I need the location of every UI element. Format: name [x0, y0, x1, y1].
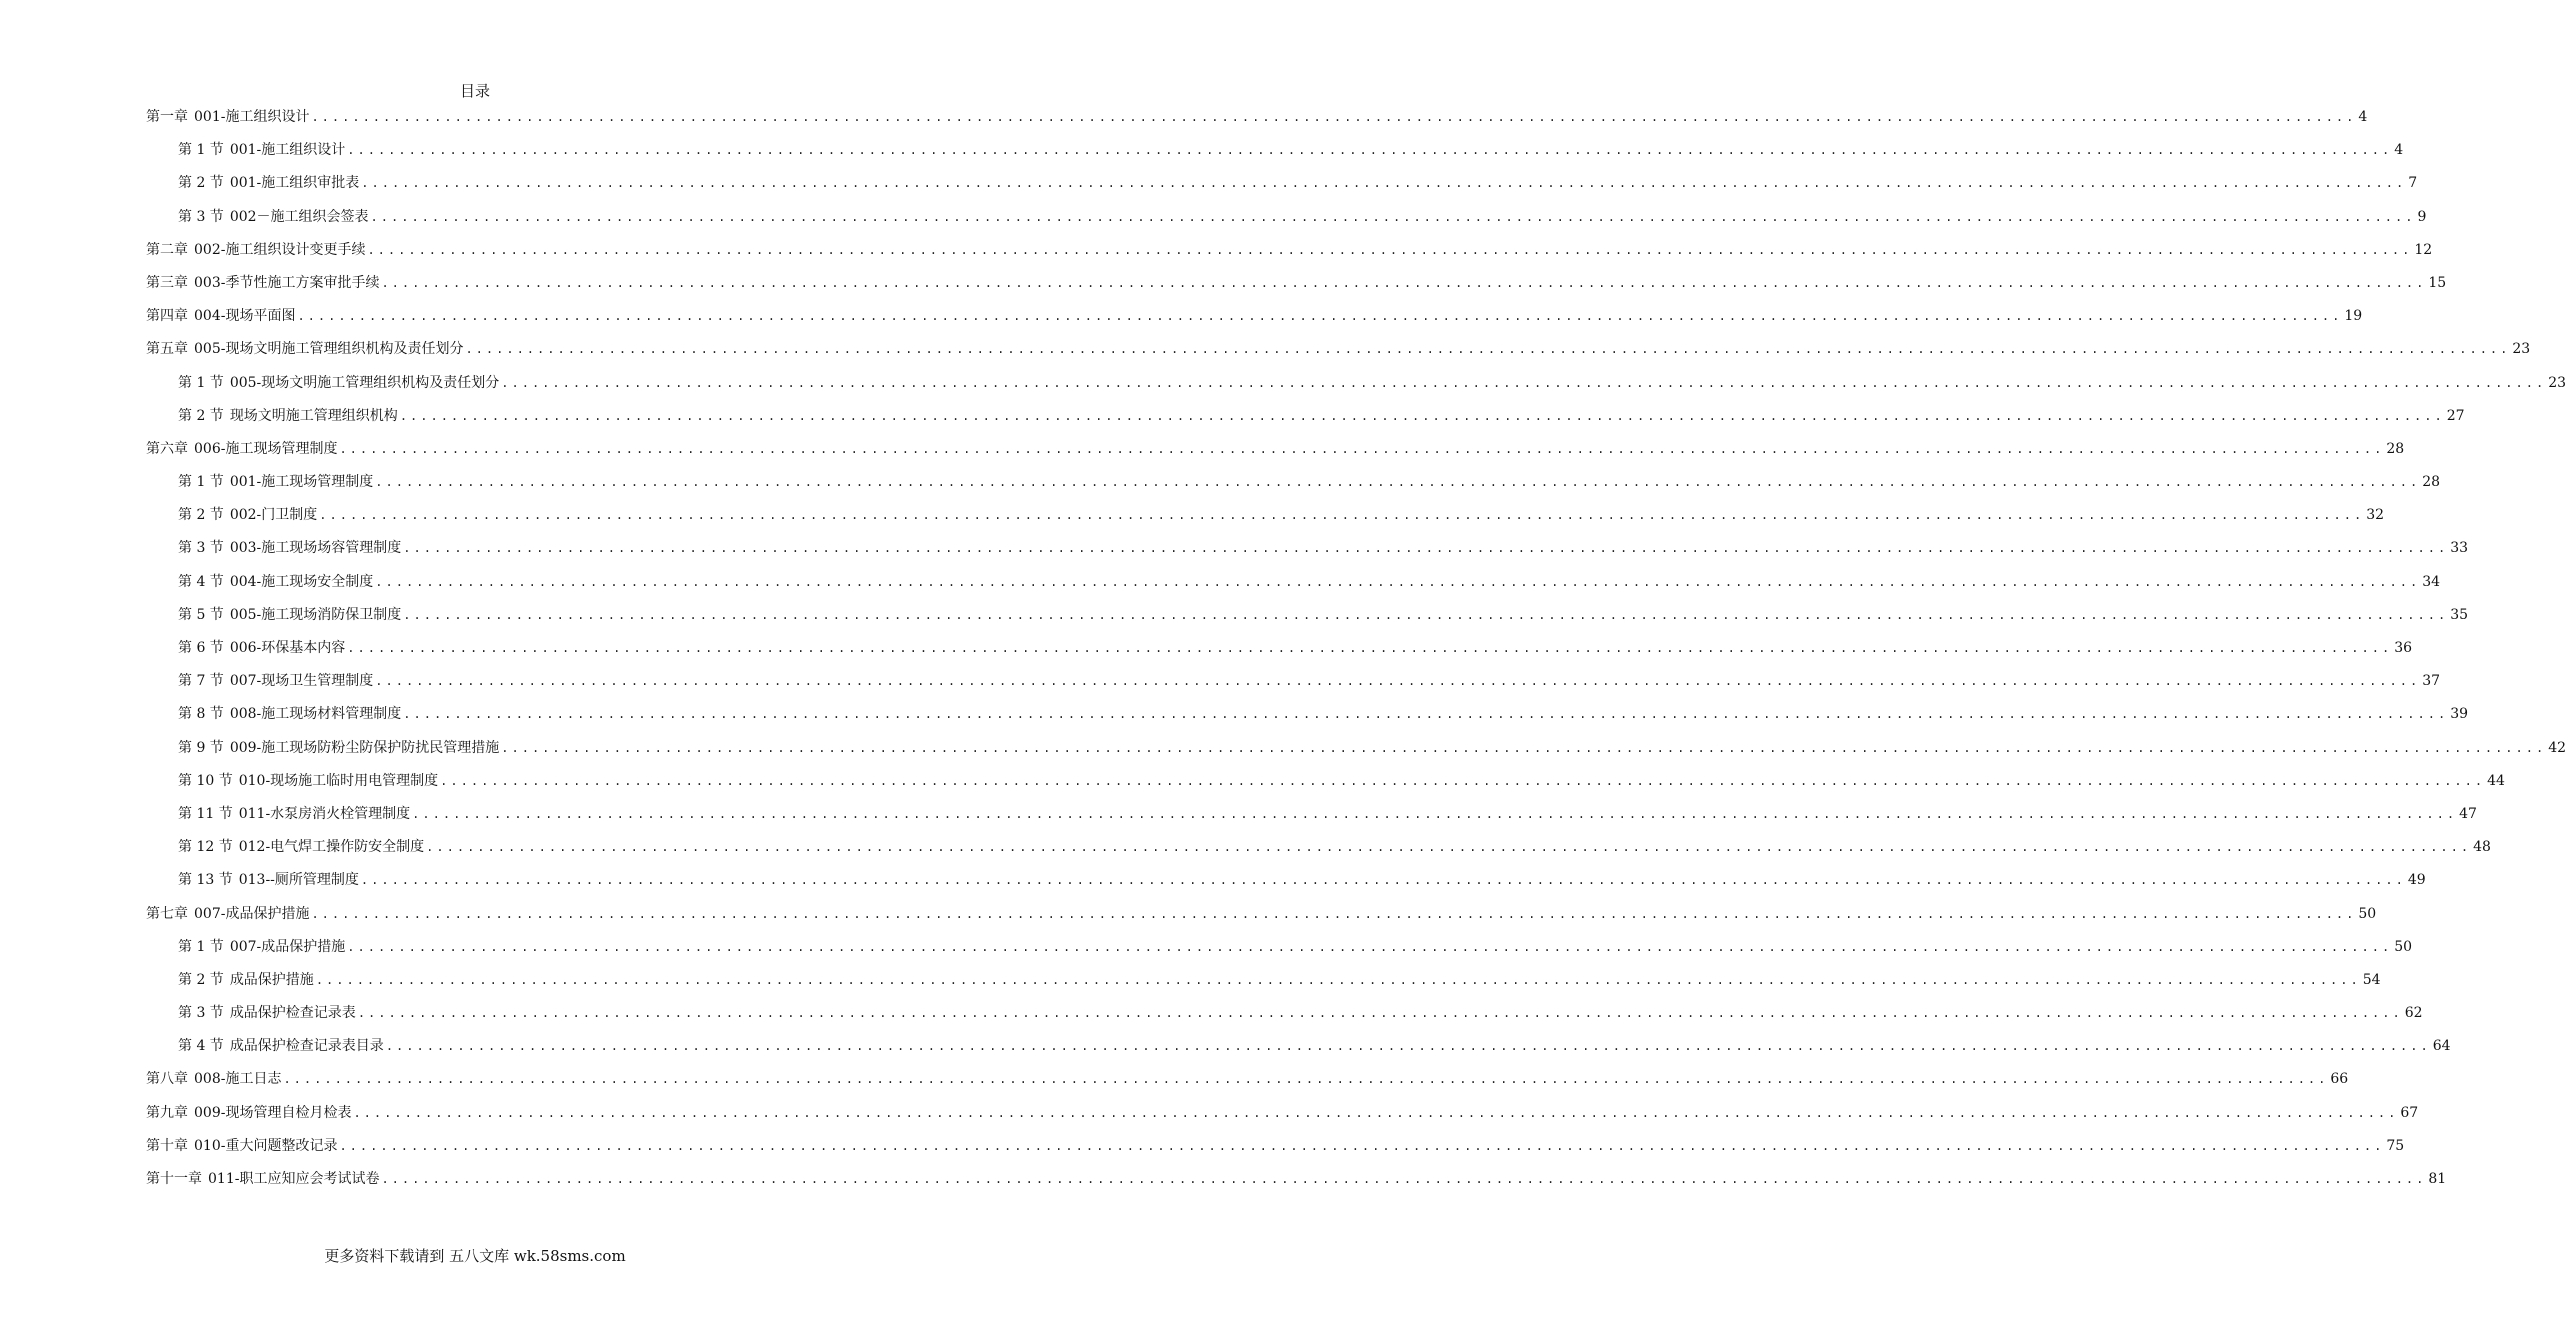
toc-page-number: 4 — [2358, 109, 2368, 125]
toc-entry-title: 006-施工现场管理制度 — [194, 440, 338, 457]
toc-dot-leader: ........................................................................................................................................................................................................ — [361, 176, 2407, 191]
toc-entry-title: 007-现场卫生管理制度 — [229, 673, 374, 690]
toc-entry-title: 010-现场施工临时用电管理制度 — [238, 772, 439, 789]
toc-entry-number: 第 1 节 — [178, 142, 224, 159]
toc-entry-number: 第五章 — [146, 341, 188, 358]
toc-dot-leader: ........................................................................................................................................................................................................ — [399, 408, 2445, 423]
toc-dot-leader: ........................................................................................................................................................................................................ — [315, 972, 2361, 987]
toc-section-entry[interactable] — [146, 504, 2385, 537]
toc-dot-leader: ........................................................................................................................................................................................................ — [403, 541, 2449, 556]
toc-entry-title: 008-施工日志 — [194, 1071, 282, 1088]
toc-dot-leader: ........................................................................................................................................................................................................ — [339, 1138, 2385, 1153]
toc-page-number: 23 — [2512, 341, 2531, 358]
toc-dot-leader: ........................................................................................................................................................................................................ — [375, 574, 2421, 589]
toc-dot-leader: ........................................................................................................................................................................................................ — [501, 375, 2547, 390]
toc-entry-title: 011-水泵房消火栓管理制度 — [238, 805, 411, 822]
toc-section-entry[interactable] — [146, 139, 2404, 172]
toc-chapter-entry[interactable] — [146, 272, 2447, 305]
toc-section-entry[interactable] — [146, 537, 2469, 570]
toc-entry-number: 第 13 节 — [178, 872, 233, 889]
toc-entry-title: 002－施工组织会签表 — [229, 208, 369, 225]
toc-entry-number: 第十章 — [146, 1137, 188, 1154]
toc-entry-number: 第 11 节 — [178, 805, 233, 822]
toc-entry-title: 001-施工组织设计 — [229, 142, 346, 159]
toc-dot-leader: ........................................................................................................................................................................................................ — [385, 1039, 2431, 1054]
toc-entry-number: 第六章 — [146, 440, 188, 457]
toc-page-number: 54 — [2362, 971, 2381, 988]
toc-page-number: 28 — [2386, 440, 2405, 457]
toc-dot-leader: ........................................................................................................................................................................................................ — [353, 1105, 2399, 1120]
toc-dot-leader: ........................................................................................................................................................................................................ — [375, 674, 2421, 689]
toc-dot-leader: ........................................................................................................................................................................................................ — [465, 342, 2511, 357]
toc-section-entry[interactable] — [146, 471, 2441, 504]
toc-dot-leader: ........................................................................................................................................................................................................ — [319, 508, 2365, 523]
toc-dot-leader: ........................................................................................................................................................................................................ — [440, 773, 2486, 788]
toc-entry-title: 003-季节性施工方案审批手续 — [194, 274, 380, 291]
toc-page-number: 15 — [2428, 274, 2447, 291]
toc-section-entry[interactable] — [146, 1002, 2423, 1035]
toc-section-entry[interactable] — [146, 372, 2566, 405]
toc-dot-leader: ........................................................................................................................................................................................................ — [370, 209, 2416, 224]
toc-entry-title: 002-施工组织设计变更手续 — [194, 241, 366, 258]
toc-chapter-entry[interactable] — [146, 239, 2433, 272]
toc-entry-title: 001-施工组织审批表 — [229, 175, 360, 192]
toc-dot-leader: ........................................................................................................................................................................................................ — [347, 143, 2393, 158]
toc-chapter-entry[interactable] — [146, 903, 2377, 936]
toc-entry-number: 第 3 节 — [178, 1005, 224, 1022]
toc-section-entry[interactable] — [146, 869, 2426, 902]
toc-entry-title: 001-施工组织设计 — [194, 109, 310, 125]
toc-page-number: 37 — [2422, 673, 2441, 690]
toc-chapter-entry[interactable] — [146, 1068, 2349, 1101]
toc-section-entry[interactable] — [146, 604, 2469, 637]
toc-chapter-entry[interactable] — [146, 305, 2363, 338]
toc-entry-title: 005-现场文明施工管理组织机构及责任划分 — [229, 374, 500, 391]
toc-entry-number: 第 8 节 — [178, 706, 224, 723]
toc-section-entry[interactable] — [146, 670, 2441, 703]
toc-dot-leader: ........................................................................................................................................................................................................ — [367, 242, 2413, 257]
toc-entry-number: 第 1 节 — [178, 474, 224, 491]
toc-page-number: 47 — [2459, 805, 2477, 822]
toc-entry-title: 008-施工现场材料管理制度 — [229, 706, 402, 723]
toc-entry-number: 第 12 节 — [178, 839, 233, 856]
toc-entry-number: 第 2 节 — [178, 407, 224, 424]
toc-section-entry[interactable] — [146, 836, 2491, 869]
toc-section-entry[interactable] — [146, 770, 2505, 803]
toc-entry-number: 第 6 节 — [178, 640, 224, 656]
toc-section-entry[interactable] — [146, 737, 2566, 770]
toc-dot-leader: ........................................................................................................................................................................................................ — [347, 641, 2393, 655]
toc-dot-leader: ........................................................................................................................................................................................................ — [426, 840, 2472, 855]
toc-page-number: 44 — [2487, 772, 2505, 789]
toc-chapter-entry[interactable] — [146, 1168, 2447, 1201]
toc-page-number: 64 — [2432, 1038, 2451, 1055]
toc-page-number: 36 — [2394, 640, 2413, 656]
toc-section-entry[interactable] — [146, 206, 2427, 239]
toc-page-number: 33 — [2450, 540, 2469, 557]
toc-entry-number: 第 3 节 — [178, 208, 224, 225]
toc-page-number: 27 — [2446, 407, 2465, 424]
toc-entry-title: 004-现场平面图 — [194, 308, 296, 325]
toc-page-number: 62 — [2404, 1005, 2423, 1022]
toc-page-number: 32 — [2366, 507, 2385, 524]
toc-chapter-entry[interactable] — [146, 1102, 2419, 1135]
toc-entry-number: 第 4 节 — [178, 573, 224, 590]
toc-entry-title: 009-现场管理自检月检表 — [194, 1104, 352, 1121]
toc-page-number: 9 — [2417, 208, 2427, 225]
toc-page-number: 81 — [2428, 1171, 2447, 1187]
toc-entry-number: 第 2 节 — [178, 175, 224, 192]
toc-entry-title: 010-重大问题整改记录 — [194, 1137, 338, 1154]
toc-dot-leader: ........................................................................................................................................................................................................ — [339, 441, 2385, 456]
toc-entry-number: 第 4 节 — [178, 1038, 224, 1055]
toc-entry-title: 012-电气焊工操作防安全制度 — [238, 839, 425, 856]
toc-chapter-entry[interactable] — [146, 338, 2531, 371]
footer-text: 更多资料下载请到 五八文库 wk.58sms.com — [324, 1247, 626, 1265]
toc-entry-number: 第 2 节 — [178, 507, 224, 524]
toc-section-entry[interactable] — [146, 637, 2413, 670]
toc-page-number: 49 — [2407, 872, 2426, 889]
toc-page-number: 4 — [2394, 142, 2404, 159]
toc-entry-title: 成品保护检查记录表 — [229, 1005, 356, 1022]
toc-dot-leader: ........................................................................................................................................................................................................ — [381, 1172, 2427, 1186]
toc-page-number: 39 — [2450, 706, 2469, 723]
toc-page-number: 12 — [2414, 241, 2433, 258]
toc-section-entry[interactable] — [146, 571, 2441, 604]
toc-entry-number: 第三章 — [146, 274, 188, 291]
toc-entry-title: 003-施工现场场容管理制度 — [229, 540, 402, 557]
toc-dot-leader: ........................................................................................................................................................................................................ — [403, 707, 2449, 722]
toc-section-entry[interactable] — [146, 703, 2469, 736]
toc-entry-number: 第二章 — [146, 241, 188, 258]
toc-chapter-entry[interactable] — [146, 438, 2405, 471]
toc-entry-title: 成品保护检查记录表目录 — [229, 1038, 384, 1055]
toc-dot-leader: ........................................................................................................................................................................................................ — [403, 607, 2449, 622]
toc-section-entry[interactable] — [146, 1035, 2451, 1068]
toc-entry-number: 第 9 节 — [178, 739, 224, 756]
toc-page-number: 67 — [2400, 1104, 2419, 1121]
toc-page-number: 66 — [2330, 1071, 2349, 1088]
toc-dot-leader: ........................................................................................................................................................................................................ — [381, 275, 2427, 290]
toc-entry-title: 001-施工现场管理制度 — [229, 474, 374, 491]
toc-entry-title: 007-成品保护措施 — [194, 905, 310, 922]
toc-chapter-entry[interactable] — [146, 106, 2368, 139]
toc-entry-title: 002-门卫制度 — [229, 507, 318, 524]
toc-entry-title: 009-施工现场防粉尘防保护防扰民管理措施 — [229, 739, 500, 756]
toc-entry-title: 004-施工现场安全制度 — [229, 573, 374, 590]
toc-page-number: 50 — [2358, 905, 2377, 922]
toc-dot-leader: ........................................................................................................................................................................................................ — [283, 1072, 2329, 1087]
toc-entry-title: 成品保护措施 — [229, 971, 314, 988]
toc-page-number: 23 — [2548, 374, 2566, 391]
toc-entry-number: 第 3 节 — [178, 540, 224, 557]
toc-section-entry[interactable] — [146, 172, 2418, 205]
table-of-contents — [146, 106, 2566, 1201]
toc-page-number: 42 — [2548, 739, 2566, 756]
toc-dot-leader: ........................................................................................................................................................................................................ — [347, 939, 2393, 954]
toc-dot-leader: ........................................................................................................................................................................................................ — [297, 309, 2343, 324]
toc-dot-leader: ........................................................................................................................................................................................................ — [375, 475, 2421, 490]
toc-page-number: 35 — [2450, 606, 2469, 623]
toc-page-number: 19 — [2344, 308, 2363, 325]
toc-page-number: 7 — [2408, 175, 2418, 192]
toc-section-entry[interactable] — [146, 803, 2477, 836]
toc-entry-number: 第 2 节 — [178, 971, 224, 988]
toc-entry-number: 第 1 节 — [178, 938, 224, 955]
toc-entry-number: 第八章 — [146, 1071, 188, 1088]
toc-entry-title: 005-现场文明施工管理组织机构及责任划分 — [194, 341, 464, 358]
toc-dot-leader: ........................................................................................................................................................................................................ — [501, 740, 2547, 755]
toc-title: 目录 — [459, 82, 490, 100]
toc-entry-title: 011-职工应知应会考试试卷 — [208, 1171, 380, 1187]
toc-entry-number: 第 5 节 — [178, 606, 224, 623]
toc-entry-number: 第 10 节 — [178, 772, 233, 789]
toc-entry-number: 第九章 — [146, 1104, 188, 1121]
toc-entry-number: 第十一章 — [146, 1171, 202, 1187]
toc-entry-title: 005-施工现场消防保卫制度 — [229, 606, 402, 623]
toc-page-number: 48 — [2473, 839, 2491, 856]
toc-section-entry[interactable] — [146, 405, 2465, 438]
toc-entry-number: 第 1 节 — [178, 374, 224, 391]
toc-dot-leader: ........................................................................................................................................................................................................ — [357, 1006, 2403, 1021]
toc-entry-number: 第 7 节 — [178, 673, 224, 690]
toc-page-number: 34 — [2422, 573, 2441, 590]
toc-entry-title: 006-环保基本内容 — [229, 640, 346, 656]
toc-page-number: 28 — [2422, 474, 2441, 491]
toc-section-entry[interactable] — [146, 936, 2413, 969]
toc-entry-title: 013--厕所管理制度 — [238, 872, 359, 889]
toc-entry-title: 007-成品保护措施 — [229, 938, 346, 955]
toc-page-number: 50 — [2394, 938, 2413, 955]
toc-page-number: 75 — [2386, 1137, 2405, 1154]
toc-section-entry[interactable] — [146, 969, 2381, 1002]
toc-entry-number: 第一章 — [146, 109, 188, 125]
toc-dot-leader: ........................................................................................................................................................................................................ — [360, 873, 2406, 888]
toc-dot-leader: ........................................................................................................................................................................................................ — [311, 110, 2357, 124]
toc-entry-number: 第七章 — [146, 905, 188, 922]
toc-dot-leader: ........................................................................................................................................................................................................ — [412, 806, 2458, 821]
toc-entry-number: 第四章 — [146, 308, 188, 325]
toc-entry-title: 现场文明施工管理组织机构 — [229, 407, 398, 424]
toc-chapter-entry[interactable] — [146, 1135, 2405, 1168]
toc-dot-leader: ........................................................................................................................................................................................................ — [311, 906, 2357, 921]
